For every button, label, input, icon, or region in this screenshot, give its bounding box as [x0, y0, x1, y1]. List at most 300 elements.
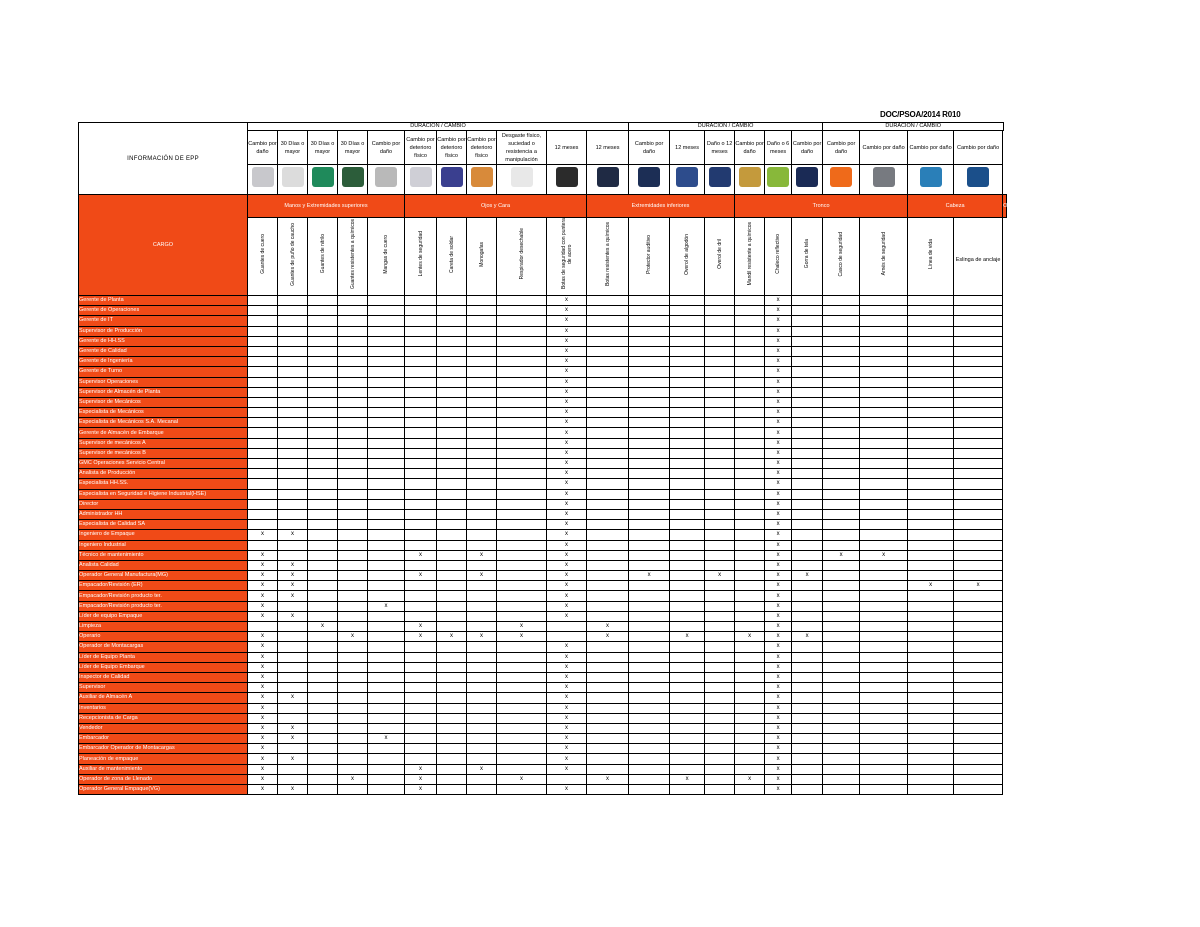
matrix-cell-mark: x [547, 499, 587, 509]
matrix-cell [405, 683, 437, 693]
product-name: Overol de dril [716, 239, 723, 269]
matrix-cell [308, 611, 338, 621]
helmet-icon [830, 167, 852, 187]
matrix-cell-mark: x [547, 550, 587, 560]
matrix-cell [792, 530, 823, 540]
frequency-cell: 30 Días o mayor [338, 131, 368, 165]
matrix-cell [437, 723, 467, 733]
matrix-cell-mark: x [547, 734, 587, 744]
matrix-cell [860, 408, 908, 418]
matrix-cell [467, 683, 497, 693]
matrix-cell [792, 764, 823, 774]
matrix-cell-mark: x [765, 438, 792, 448]
cargo-name: Gerente de Calidad [79, 346, 248, 356]
matrix-cell [497, 601, 547, 611]
matrix-cell [497, 723, 547, 733]
matrix-cell [954, 418, 1003, 428]
matrix-cell-mark: x [670, 632, 705, 642]
matrix-cell [823, 357, 860, 367]
matrix-cell [629, 601, 670, 611]
matrix-cell [368, 357, 405, 367]
matrix-cell [467, 703, 497, 713]
matrix-cell-mark: x [248, 571, 278, 581]
matrix-cell [670, 448, 705, 458]
matrix-cell-mark: x [497, 774, 547, 784]
product-name-cell [547, 218, 587, 296]
matrix-cell [792, 672, 823, 682]
matrix-cell-mark: x [338, 632, 368, 642]
matrix-cell [735, 652, 765, 662]
matrix-cell [823, 387, 860, 397]
matrix-cell [823, 662, 860, 672]
matrix-cell [587, 367, 629, 377]
matrix-cell [405, 296, 437, 306]
cargo-name: Supervisor de mecánicos A [79, 438, 248, 448]
matrix-cell [860, 489, 908, 499]
matrix-cell [278, 428, 308, 438]
matrix-cell [670, 418, 705, 428]
matrix-cell [308, 296, 338, 306]
matrix-cell [823, 438, 860, 448]
cargo-name: Auxiliar de Almacén A [79, 693, 248, 703]
matrix-cell-mark: x [248, 642, 278, 652]
matrix-cell [587, 316, 629, 326]
matrix-cell [497, 540, 547, 550]
matrix-cell [368, 438, 405, 448]
cargo-name: Analista Calidad [79, 560, 248, 570]
matrix-cell-mark: x [547, 560, 587, 570]
matrix-cell [705, 397, 735, 407]
matrix-cell-mark: x [248, 601, 278, 611]
matrix-cell [497, 652, 547, 662]
cargo-name: Embarcador Operador de Montacargas [79, 744, 248, 754]
matrix-cell [368, 479, 405, 489]
matrix-cell [338, 672, 368, 682]
product-image-cell [308, 165, 338, 195]
product-image-cell [278, 165, 308, 195]
matrix-cell [338, 469, 368, 479]
matrix-cell [823, 367, 860, 377]
matrix-cell [792, 448, 823, 458]
matrix-cell [338, 438, 368, 448]
goggles-icon [471, 167, 493, 187]
cargo-name: Limpieza [79, 622, 248, 632]
matrix-cell [278, 326, 308, 336]
matrix-cell [248, 326, 278, 336]
matrix-cell [497, 367, 547, 377]
matrix-cell [338, 459, 368, 469]
matrix-cell [405, 346, 437, 356]
cargo-name: Administrador HH [79, 509, 248, 519]
matrix-cell [587, 550, 629, 560]
cargo-name: Supervisor de Almacén de Planta [79, 387, 248, 397]
matrix-cell [908, 754, 954, 764]
matrix-cell-mark: x [765, 723, 792, 733]
matrix-cell [308, 601, 338, 611]
matrix-cell [792, 316, 823, 326]
matrix-cell [278, 520, 308, 530]
matrix-cell [705, 785, 735, 795]
matrix-cell [954, 438, 1003, 448]
cargo-name: Gerente de Planta [79, 296, 248, 306]
matrix-cell [705, 642, 735, 652]
matrix-cell [860, 387, 908, 397]
matrix-cell [497, 713, 547, 723]
matrix-cell [705, 459, 735, 469]
matrix-cell-mark: x [765, 601, 792, 611]
matrix-cell [860, 744, 908, 754]
matrix-cell [587, 489, 629, 499]
matrix-cell [908, 642, 954, 652]
matrix-cell-mark: x [765, 734, 792, 744]
matrix-cell [308, 785, 338, 795]
matrix-cell-mark: x [368, 734, 405, 744]
matrix-cell [368, 662, 405, 672]
lanyard-icon [920, 167, 942, 187]
table-row [79, 571, 1007, 581]
matrix-cell [670, 387, 705, 397]
matrix-cell [338, 764, 368, 774]
matrix-cell [338, 316, 368, 326]
matrix-cell [405, 397, 437, 407]
table-row [79, 581, 1007, 591]
matrix-cell [437, 560, 467, 570]
matrix-cell [670, 459, 705, 469]
matrix-cell [278, 550, 308, 560]
matrix-cell [823, 346, 860, 356]
duration-header-row [79, 123, 1007, 131]
cargo-name: Vendedor [79, 723, 248, 733]
matrix-cell [792, 611, 823, 621]
cargo-name: Supervisor de Mecánicos [79, 397, 248, 407]
cargo-header: CARGO [79, 195, 248, 296]
matrix-cell-mark: x [765, 357, 792, 367]
matrix-cell [860, 479, 908, 489]
matrix-cell [954, 336, 1003, 346]
matrix-cell [278, 509, 308, 519]
product-name: Guantes resistentes a químicos [349, 218, 356, 290]
matrix-cell-mark: x [765, 591, 792, 601]
matrix-cell [954, 387, 1003, 397]
matrix-cell [405, 652, 437, 662]
matrix-cell [670, 499, 705, 509]
matrix-cell [308, 744, 338, 754]
matrix-cell [670, 713, 705, 723]
matrix-cell [278, 469, 308, 479]
matrix-cell [860, 652, 908, 662]
matrix-cell [823, 713, 860, 723]
table-row [79, 550, 1007, 560]
matrix-cell-mark: x [765, 326, 792, 336]
matrix-cell [437, 764, 467, 774]
matrix-cell [860, 336, 908, 346]
matrix-cell [629, 428, 670, 438]
matrix-cell [735, 703, 765, 713]
matrix-cell [437, 652, 467, 662]
matrix-cell [792, 397, 823, 407]
matrix-cell [497, 734, 547, 744]
table-row [79, 744, 1007, 754]
matrix-cell-mark: x [765, 459, 792, 469]
matrix-cell-mark: x [308, 622, 338, 632]
matrix-cell [629, 734, 670, 744]
matrix-cell-mark: x [547, 459, 587, 469]
matrix-cell [467, 346, 497, 356]
matrix-cell [405, 336, 437, 346]
matrix-cell [308, 713, 338, 723]
matrix-cell [368, 764, 405, 774]
matrix-cell [908, 601, 954, 611]
matrix-cell [308, 540, 338, 550]
matrix-cell [860, 723, 908, 733]
matrix-cell [405, 448, 437, 458]
matrix-cell [368, 723, 405, 733]
matrix-cell-mark: x [547, 611, 587, 621]
matrix-cell [629, 316, 670, 326]
matrix-cell [497, 306, 547, 316]
matrix-cell [860, 448, 908, 458]
matrix-cell [405, 509, 437, 519]
product-image-cell [765, 165, 792, 195]
table-row [79, 652, 1007, 662]
cargo-name: Operador de zona de Llenado [79, 774, 248, 784]
matrix-cell [467, 693, 497, 703]
matrix-cell [467, 601, 497, 611]
matrix-cell [278, 713, 308, 723]
matrix-cell [405, 662, 437, 672]
matrix-cell [735, 723, 765, 733]
matrix-cell-mark: x [248, 550, 278, 560]
matrix-cell [308, 560, 338, 570]
matrix-cell [587, 296, 629, 306]
matrix-cell [860, 316, 908, 326]
matrix-cell [823, 326, 860, 336]
matrix-cell [629, 346, 670, 356]
matrix-cell-mark: x [765, 408, 792, 418]
matrix-cell [405, 499, 437, 509]
matrix-cell [823, 560, 860, 570]
matrix-cell [629, 499, 670, 509]
matrix-cell [497, 408, 547, 418]
matrix-cell [954, 652, 1003, 662]
matrix-cell [308, 774, 338, 784]
matrix-cell [705, 540, 735, 550]
matrix-cell [823, 622, 860, 632]
matrix-cell [860, 509, 908, 519]
matrix-cell [467, 642, 497, 652]
matrix-cell [467, 479, 497, 489]
matrix-cell [368, 703, 405, 713]
matrix-cell [954, 774, 1003, 784]
matrix-cell-mark: x [765, 428, 792, 438]
matrix-cell [908, 326, 954, 336]
matrix-cell [587, 652, 629, 662]
matrix-cell [954, 540, 1003, 550]
matrix-cell [278, 764, 308, 774]
matrix-cell [437, 683, 467, 693]
matrix-cell [908, 571, 954, 581]
matrix-cell-mark: x [765, 703, 792, 713]
matrix-cell [954, 459, 1003, 469]
matrix-cell [467, 408, 497, 418]
matrix-cell [248, 377, 278, 387]
matrix-cell-mark: x [765, 683, 792, 693]
product-name-cell [497, 218, 547, 296]
matrix-cell [705, 438, 735, 448]
matrix-cell [735, 744, 765, 754]
matrix-cell [792, 774, 823, 784]
matrix-cell [908, 387, 954, 397]
matrix-cell [670, 346, 705, 356]
matrix-cell [823, 397, 860, 407]
matrix-cell [405, 469, 437, 479]
matrix-cell [587, 754, 629, 764]
cargo-name: Gerente de Operaciones [79, 306, 248, 316]
matrix-cell [908, 764, 954, 774]
matrix-cell [735, 713, 765, 723]
matrix-cell [587, 479, 629, 489]
vest-icon [767, 167, 789, 187]
matrix-cell [368, 336, 405, 346]
matrix-cell [248, 336, 278, 346]
matrix-cell [248, 428, 278, 438]
matrix-cell [437, 438, 467, 448]
matrix-cell-mark: x [765, 754, 792, 764]
matrix-cell [954, 662, 1003, 672]
matrix-cell [860, 296, 908, 306]
matrix-cell-mark: x [765, 540, 792, 550]
matrix-cell [308, 336, 338, 346]
matrix-cell [437, 530, 467, 540]
matrix-cell [954, 693, 1003, 703]
matrix-cell [954, 601, 1003, 611]
matrix-cell [670, 611, 705, 621]
matrix-cell [908, 316, 954, 326]
matrix-cell [437, 428, 467, 438]
matrix-cell [860, 662, 908, 672]
frequency-cell: Cambio por daño [908, 131, 954, 165]
matrix-cell [629, 662, 670, 672]
matrix-cell [670, 672, 705, 682]
matrix-cell [792, 560, 823, 570]
matrix-cell [497, 357, 547, 367]
table-row [79, 479, 1007, 489]
matrix-cell [735, 367, 765, 377]
matrix-cell [308, 571, 338, 581]
matrix-cell [735, 693, 765, 703]
matrix-cell [670, 734, 705, 744]
matrix-cell [705, 357, 735, 367]
cargo-name: Operador de Montacargas [79, 642, 248, 652]
matrix-cell-mark: x [547, 591, 587, 601]
matrix-cell [497, 428, 547, 438]
matrix-cell [792, 489, 823, 499]
matrix-cell [860, 785, 908, 795]
matrix-cell [954, 723, 1003, 733]
matrix-cell [629, 408, 670, 418]
matrix-cell [248, 397, 278, 407]
frequency-cell: 12 meses [547, 131, 587, 165]
matrix-cell [405, 530, 437, 540]
matrix-cell-mark: x [405, 632, 437, 642]
matrix-cell [954, 591, 1003, 601]
matrix-cell [587, 703, 629, 713]
matrix-cell [338, 785, 368, 795]
matrix-cell [954, 642, 1003, 652]
matrix-cell [705, 387, 735, 397]
matrix-cell [629, 713, 670, 723]
matrix-cell [405, 540, 437, 550]
matrix-cell [908, 499, 954, 509]
matrix-cell [735, 296, 765, 306]
matrix-cell [823, 499, 860, 509]
table-row [79, 703, 1007, 713]
matrix-cell [338, 591, 368, 601]
matrix-cell-mark: x [278, 571, 308, 581]
matrix-cell-mark: x [547, 713, 587, 723]
duration-group-header: DURACIÓN / CAMBIO [823, 123, 1004, 131]
matrix-cell [823, 296, 860, 306]
matrix-cell [338, 744, 368, 754]
matrix-cell [860, 428, 908, 438]
matrix-cell [467, 744, 497, 754]
frequency-cell: Cambio por daño [823, 131, 860, 165]
matrix-cell-mark: x [765, 764, 792, 774]
matrix-cell [278, 346, 308, 356]
matrix-cell [735, 550, 765, 560]
matrix-cell-mark: x [765, 479, 792, 489]
matrix-cell-mark: x [437, 632, 467, 642]
matrix-cell [629, 622, 670, 632]
product-name: Casco de seguridad [838, 231, 845, 277]
matrix-cell [629, 469, 670, 479]
matrix-cell [908, 448, 954, 458]
cargo-name: Operador General Empaque(VG) [79, 785, 248, 795]
matrix-cell [705, 489, 735, 499]
matrix-cell-mark: x [547, 662, 587, 672]
table-row [79, 387, 1007, 397]
matrix-cell [278, 479, 308, 489]
matrix-cell [308, 764, 338, 774]
frequency-cell: 30 Días o mayor [308, 131, 338, 165]
matrix-cell-mark: x [248, 713, 278, 723]
table-row [79, 306, 1007, 316]
product-name: Mangas de cuero [383, 234, 389, 274]
matrix-cell [437, 642, 467, 652]
matrix-cell [497, 672, 547, 682]
matrix-cell [735, 622, 765, 632]
matrix-cell [368, 418, 405, 428]
matrix-cell-mark: x [405, 622, 437, 632]
matrix-cell [735, 672, 765, 682]
matrix-cell [338, 560, 368, 570]
matrix-cell [823, 509, 860, 519]
matrix-cell [908, 662, 954, 672]
matrix-cell [405, 703, 437, 713]
matrix-cell [308, 316, 338, 326]
product-name-cell [629, 218, 670, 296]
matrix-cell [497, 418, 547, 428]
matrix-cell [908, 357, 954, 367]
matrix-cell [629, 693, 670, 703]
matrix-cell [338, 448, 368, 458]
matrix-cell [587, 408, 629, 418]
matrix-cell [467, 622, 497, 632]
cargo-name: Líder de Equipo Planta [79, 652, 248, 662]
matrix-cell [338, 377, 368, 387]
matrix-cell [792, 652, 823, 662]
matrix-cell [308, 683, 338, 693]
